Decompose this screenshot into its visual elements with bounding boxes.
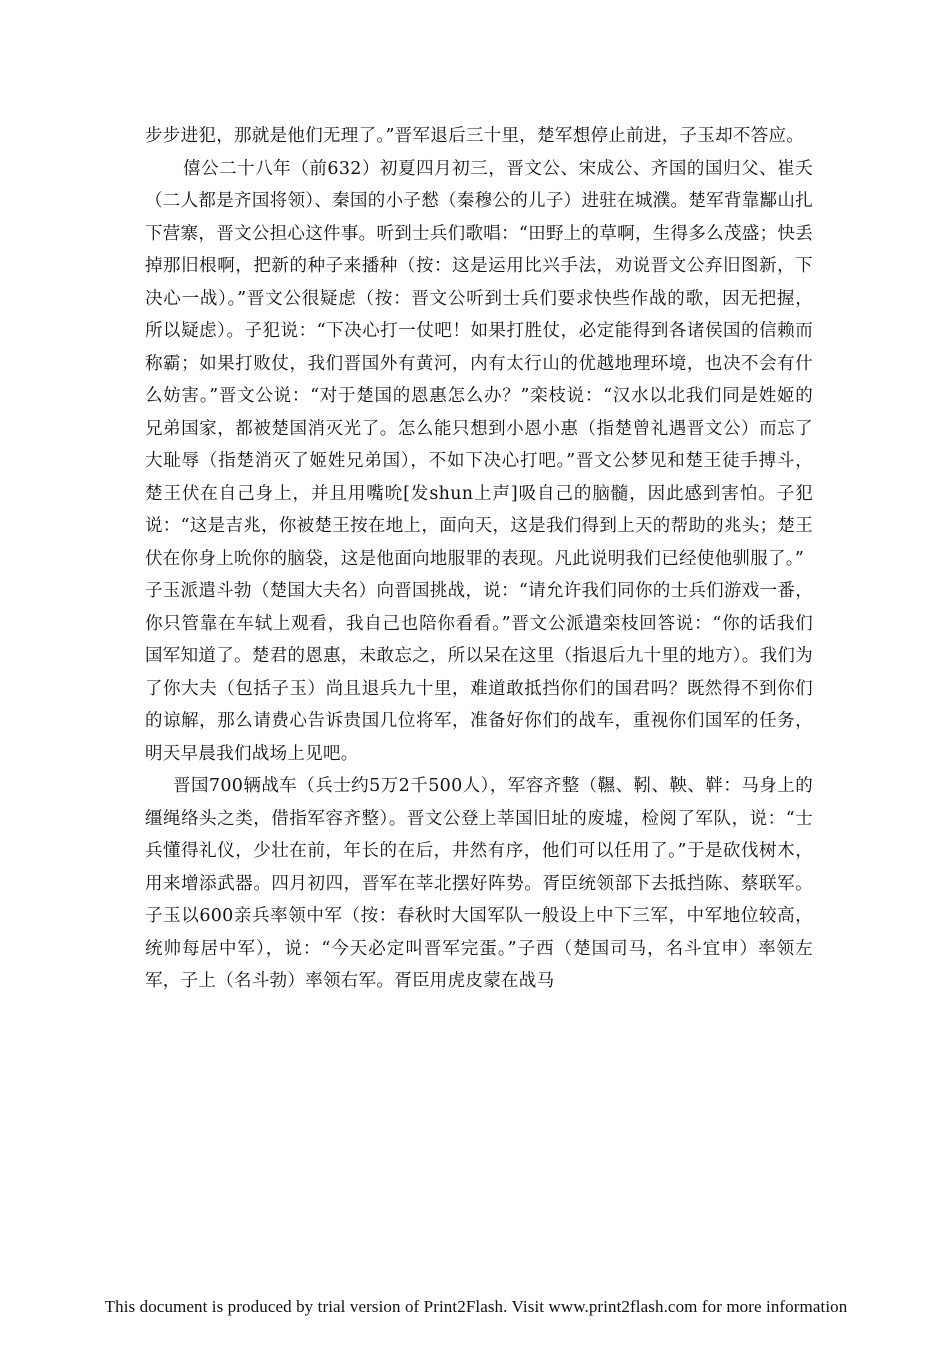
paragraph-3: 子玉派遣斗勃（楚国大夫名）向晋国挑战，说：“请允许我们同你的士兵们游戏一番，你只管靠在车轼上观看，我自己也陪你看看。”晋文公派遣栾枝回答说：“你的话我们国军知道了。楚君的恩惠，未敢忘之，所以呆在这里（指退后九十里的地方）。我们为了你大夫（包括子玉）尚且退兵九十里，难道敢抵挡你们的国君吗？既然得不到你们的谅解，那么请费心告诉贵国几位将军，准备好你们的战车，重视你们国军的任务，明天早晨我们战场上见吧。 <box>145 581 813 764</box>
trial-version-notice: This document is produced by trial version of Print2Flash. Visit www.print2flash.com for more information <box>104 1297 848 1316</box>
paragraph-1: 步步进犯，那就是他们无理了。”晋军退后三十里，楚军想停止前进，子玉却不答应。 <box>145 126 805 146</box>
paragraph-2: 僖公二十八年（前632）初夏四月初三，晋文公、宋成公、齐国的国归父、崔夭（二人都是齐国将领）、秦国的小子憖（秦穆公的儿子）进驻在城濮。楚军背靠酅山扎下营寨，晋文公担心这件事。听到士兵们歌唱：“田野上的草啊，生得多么茂盛；快丢掉那旧根啊，把新的种子来播种（按：这是运用比兴手法，劝说晋文公弃旧图新，下决心一战）。”晋文公很疑虑（按：晋文公听到士兵们要求快些作战的歌，因无把握，所以疑虑）。子犯说：“下决心打一仗吧！如果打胜仗，必定能得到各诸侯国的信赖而称霸；如果打败仗，我们晋国外有黄河，内有太行山的优越地理环境，也决不会有什么妨害。”晋文公说：“对于楚国的恩惠怎么办？”栾枝说：“汉水以北我们同是姓姬的兄弟国家，都被楚国消灭光了。怎么能只想到小恩小惠（指楚曾礼遇晋文公）而忘了大耻辱（指楚消灭了姬姓兄弟国），不如下决心打吧。”晋文公梦见和楚王徒手搏斗，楚王伏在自己身上，并且用嘴吮[发shun上声]吸自己的脑髓，因此感到害怕。子犯说：“这是吉兆，你被楚王按在地上，面向天，这是我们得到上天的帮助的兆头；楚王伏在你身上吮你的脑袋，这是他面向地服罪的表现。凡此说明我们已经使他驯服了。” <box>145 158 813 569</box>
paragraph-4: 晋国700辆战车（兵士约5万2千500人），军容齐整（韅、靷、鞅、靽：马身上的缰绳络头之类，借指军容齐整）。晋文公登上莘国旧址的废墟，检阅了军队，说：“士兵懂得礼仪，少壮在前，年长的在后，井然有序，他们可以任用了。”于是砍伐树木，用来增添武器。四月初四，晋军在莘北摆好阵势。胥臣统领部下去抵挡陈、蔡联军。子玉以600亲兵率领中军（按：春秋时大国军队一般设上中下三军，中军地位较高，统帅每居中军），说：“今天必定叫晋军完蛋。”子西（楚国司马，名斗宜申）率领左军，子上（名斗勃）率领右军。胥臣用虎皮蒙在战马 <box>145 776 813 991</box>
body-text <box>145 120 813 998</box>
